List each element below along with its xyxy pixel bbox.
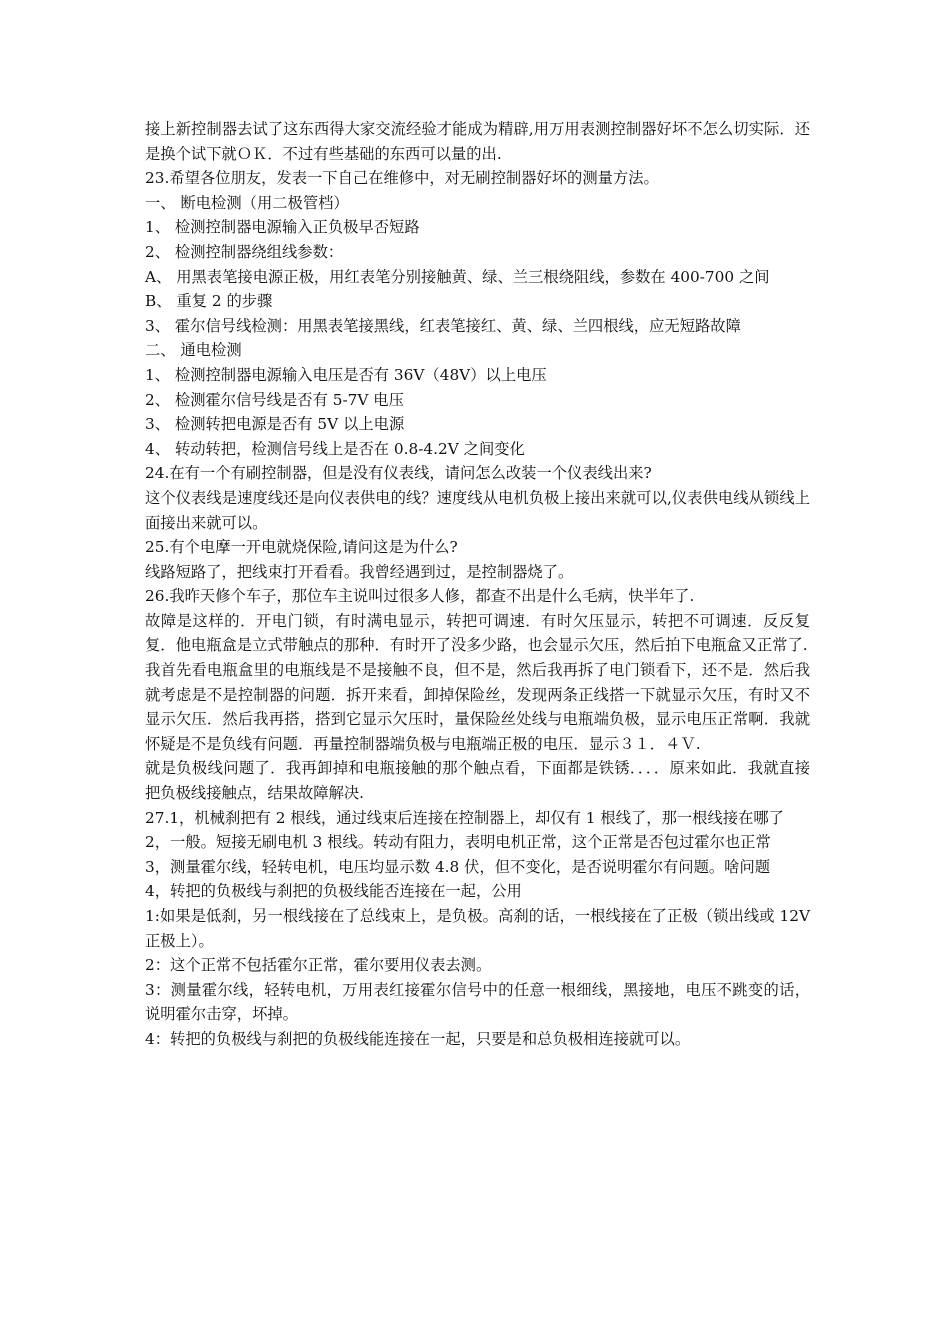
paragraph-13: 4、 转动转把，检测信号线上是否在 0.8-4.2V 之间变化 [145, 439, 525, 458]
paragraph-20: 我首先看电瓶盒里的电瓶线是不是接触不良，但不是，然后我再拆了电门锁看下，还不是．然后我就考虑是不是控制器的问题．拆开来看，卸掉保险丝，发现两条正线搭一下就显示欠压，有时又不显示欠压．然后我再搭，搭到它显示欠压时，量保险丝处线与电瓶端负极，显示电压正常啊．我就怀疑是不是负线有问题．再量控制器端负极与电瓶端正极的电压．显示３１．４Ｖ. [145, 661, 810, 753]
paragraph-7: B、 重复 2 的步骤 [145, 292, 273, 311]
paragraph-11: 2、 检测霍尔信号线是否有 5-7V 电压 [145, 390, 404, 409]
paragraph-10: 1、 检测控制器电源输入电压是否有 36V（48V）以上电压 [145, 365, 547, 384]
paragraph-5: 2、 检测控制器绕组线参数： [145, 242, 344, 261]
paragraph-29: 4：转把的负极线与刹把的负极线能连接在一起，只要是和总负极相连接就可以。 [145, 1029, 691, 1048]
paragraph-9: 二、 通电检测 [145, 341, 242, 360]
paragraph-15: 这个仪表线是速度线还是向仪表供电的线？速度线从电机负极上接出来就可以,仪表供电线从锁线上面接出来就可以。 [145, 488, 810, 532]
paragraph-16: 25.有个电摩一开电就烧保险,请问这是为什么? [145, 538, 458, 557]
paragraph-19: 故障是这样的．开电门锁，有时满电显示，转把可调速．有时欠压显示，转把不可调速．反反复复．他电瓶盒是立式带触点的那种．有时开了没多少路，也会显示欠压，然后拍下电瓶盒又正常了. [145, 611, 810, 655]
paragraph-4: 1、 检测控制器电源输入正负极早否短路 [145, 218, 420, 237]
paragraph-17: 线路短路了，把线束打开看看。我曾经遇到过，是控制器烧了。 [145, 562, 574, 581]
paragraph-6: A、 用黑表笔接电源正极，用红表笔分别接触黄、绿、兰三根绕阻线，参数在 400-700 之间 [145, 267, 770, 286]
paragraph-23: 2，一般。短接无刷电机 3 根线。转动有阻力，表明电机正常，这个正常是否包过霍尔也正常 [145, 833, 771, 852]
paragraph-3: 一、 断电检测（用二极管档） [145, 193, 349, 212]
paragraph-18: 26.我昨天修个车子，那位车主说叫过很多人修，都查不出是什么毛病，快半年了. [145, 587, 695, 606]
paragraph-1: 接上新控制器去试了这东西得大家交流经验才能成为精辟,用万用表测控制器好坏不怎么切实际．还是换个试下就ＯＫ．不过有些基础的东西可以量的出. [145, 120, 810, 163]
paragraph-14: 24.在有一个有刷控制器，但是没有仪表线，请问怎么改装一个仪表线出来? [145, 464, 652, 483]
paragraph-27: 2：这个正常不包括霍尔正常，霍尔要用仪表去测。 [145, 956, 492, 975]
document-page [145, 117, 810, 1052]
paragraph-26: 1:如果是低刹，另一根线接在了总线束上，是负极。高刹的话，一根线接在了正极（锁出线或 12V 正极上）。 [145, 907, 810, 950]
paragraph-21: 就是负极线问题了．我再卸掉和电瓶接触的那个触点看，下面都是铁锈．．．．原来如此．我就直接把负极线接触点，结果故障解决. [145, 759, 810, 803]
paragraph-12: 3、 检测转把电源是否有 5V 以上电源 [145, 415, 405, 434]
paragraph-2: 23.希望各位朋友，发表一下自己在维修中，对无刷控制器好坏的测量方法。 [145, 169, 659, 188]
paragraph-28: 3：测量霍尔线，轻转电机，万用表红接霍尔信号中的任意一根细线，黑接地，电压不跳变的话，说明霍尔击穿，坏掉。 [145, 980, 810, 1024]
paragraph-22: 27.1，机械刹把有 2 根线，通过线束后连接在控制器上，却仅有 1 根线了，那一根线接在哪了 [145, 808, 784, 827]
paragraph-25: 4，转把的负极线与刹把的负极线能否连接在一起，公用 [145, 882, 522, 901]
paragraph-8: 3、 霍尔信号线检测：用黑表笔接黑线，红表笔接红、黄、绿、兰四根线，应无短路故障 [145, 316, 741, 335]
paragraph-24: 3，测量霍尔线，轻转电机，电压均显示数 4.8 伏，但不变化，是否说明霍尔有问题。啥问题 [145, 857, 771, 876]
